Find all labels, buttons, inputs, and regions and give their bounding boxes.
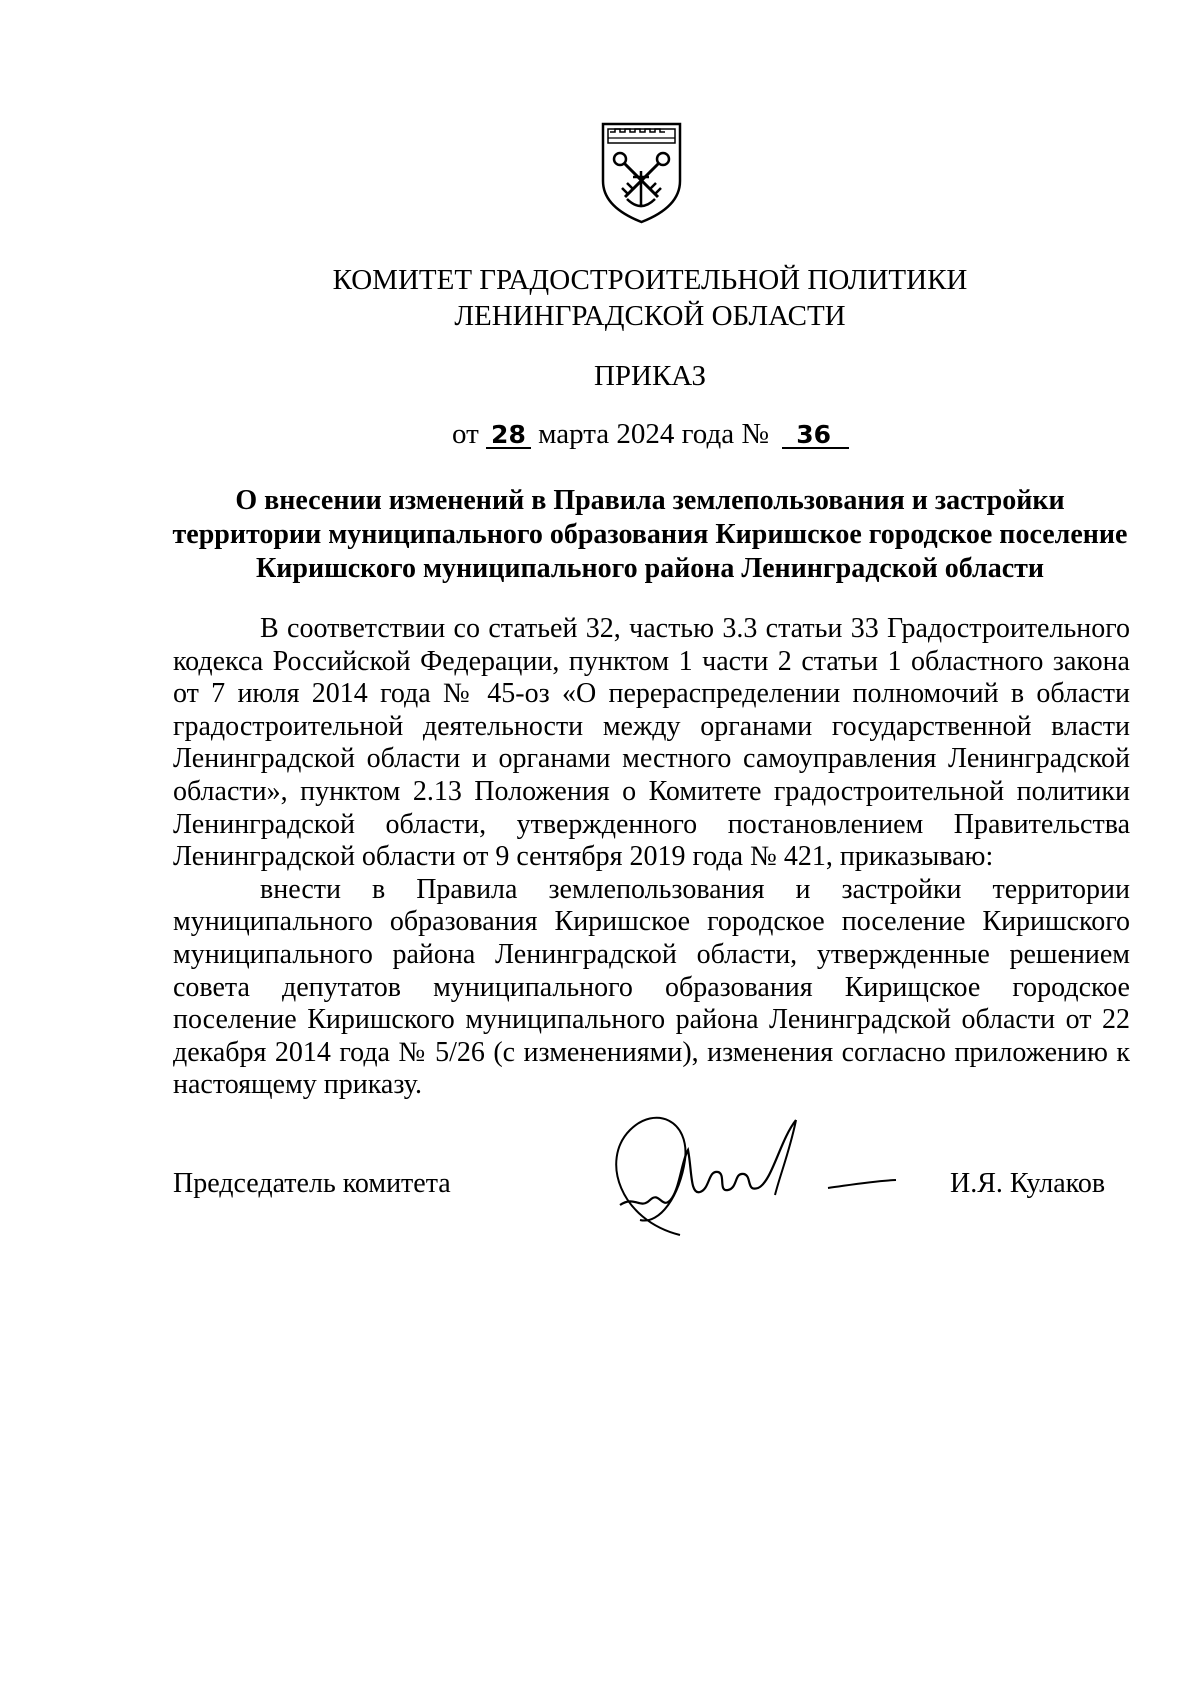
order-day: 28 <box>486 423 531 449</box>
order-subject <box>150 484 1150 586</box>
signature-icon <box>600 1100 930 1260</box>
body-paragraph-1: В соответствии со статьей 32, частью 3.3 статьи 33 Градостроительного кодекса Российской Федерации, пунктом 1 части 2 статьи 1 областного закона от 7 июля 2014 года № 45-оз «О перераспределении полномочий в области градостроительной деятельности между органами государственной власти Ленинградской области и органами местного самоуправления Ленинградской области», пунктом 2.13 Положения о Комитете градостроительной политики Ленинградской области, утвержденного постановлением Правительства Ленинградской области от 9 сентября 2019 года № 421, приказываю: <box>173 613 1130 873</box>
date-rest: марта 2024 года № <box>538 418 770 450</box>
subject-line-3: Киришского муниципального района Ленинградской области <box>255 553 1045 584</box>
subject-line-1: О внесении изменений в Правила землепользования и застройки <box>235 485 1065 516</box>
org-line-1: КОМИТЕТ ГРАДОСТРОИТЕЛЬНОЙ ПОЛИТИКИ <box>332 264 968 296</box>
org-line-2: ЛЕНИНГРАДСКОЙ ОБЛАСТИ <box>454 300 846 332</box>
subject-line-2: территории муниципального образования Киришское городское поселение <box>172 519 1128 550</box>
coat-of-arms-icon <box>600 121 683 225</box>
signer-role: Председатель комитета <box>173 1168 451 1199</box>
organization-name <box>0 262 1200 334</box>
signer-name: И.Я. Кулаков <box>950 1168 1106 1199</box>
body-paragraph-2: внести в Правила землепользования и застройки территории муниципального образования Киришское городское поселение Киришского муниципального района Ленинградской области, утвержденные решением совета депутатов муниципального образования Кирищское городское поселение Киришского муниципального района Ленинградской области от 22 декабря 2014 года № 5/26 (с изменениями), изменения согласно приложению к настоящему приказу. <box>173 873 1130 1101</box>
order-date-line <box>452 418 849 451</box>
date-prefix: от <box>452 418 479 450</box>
order-title: ПРИКАЗ <box>593 360 707 392</box>
order-body <box>173 613 1130 1102</box>
order-number: 36 <box>782 423 849 449</box>
